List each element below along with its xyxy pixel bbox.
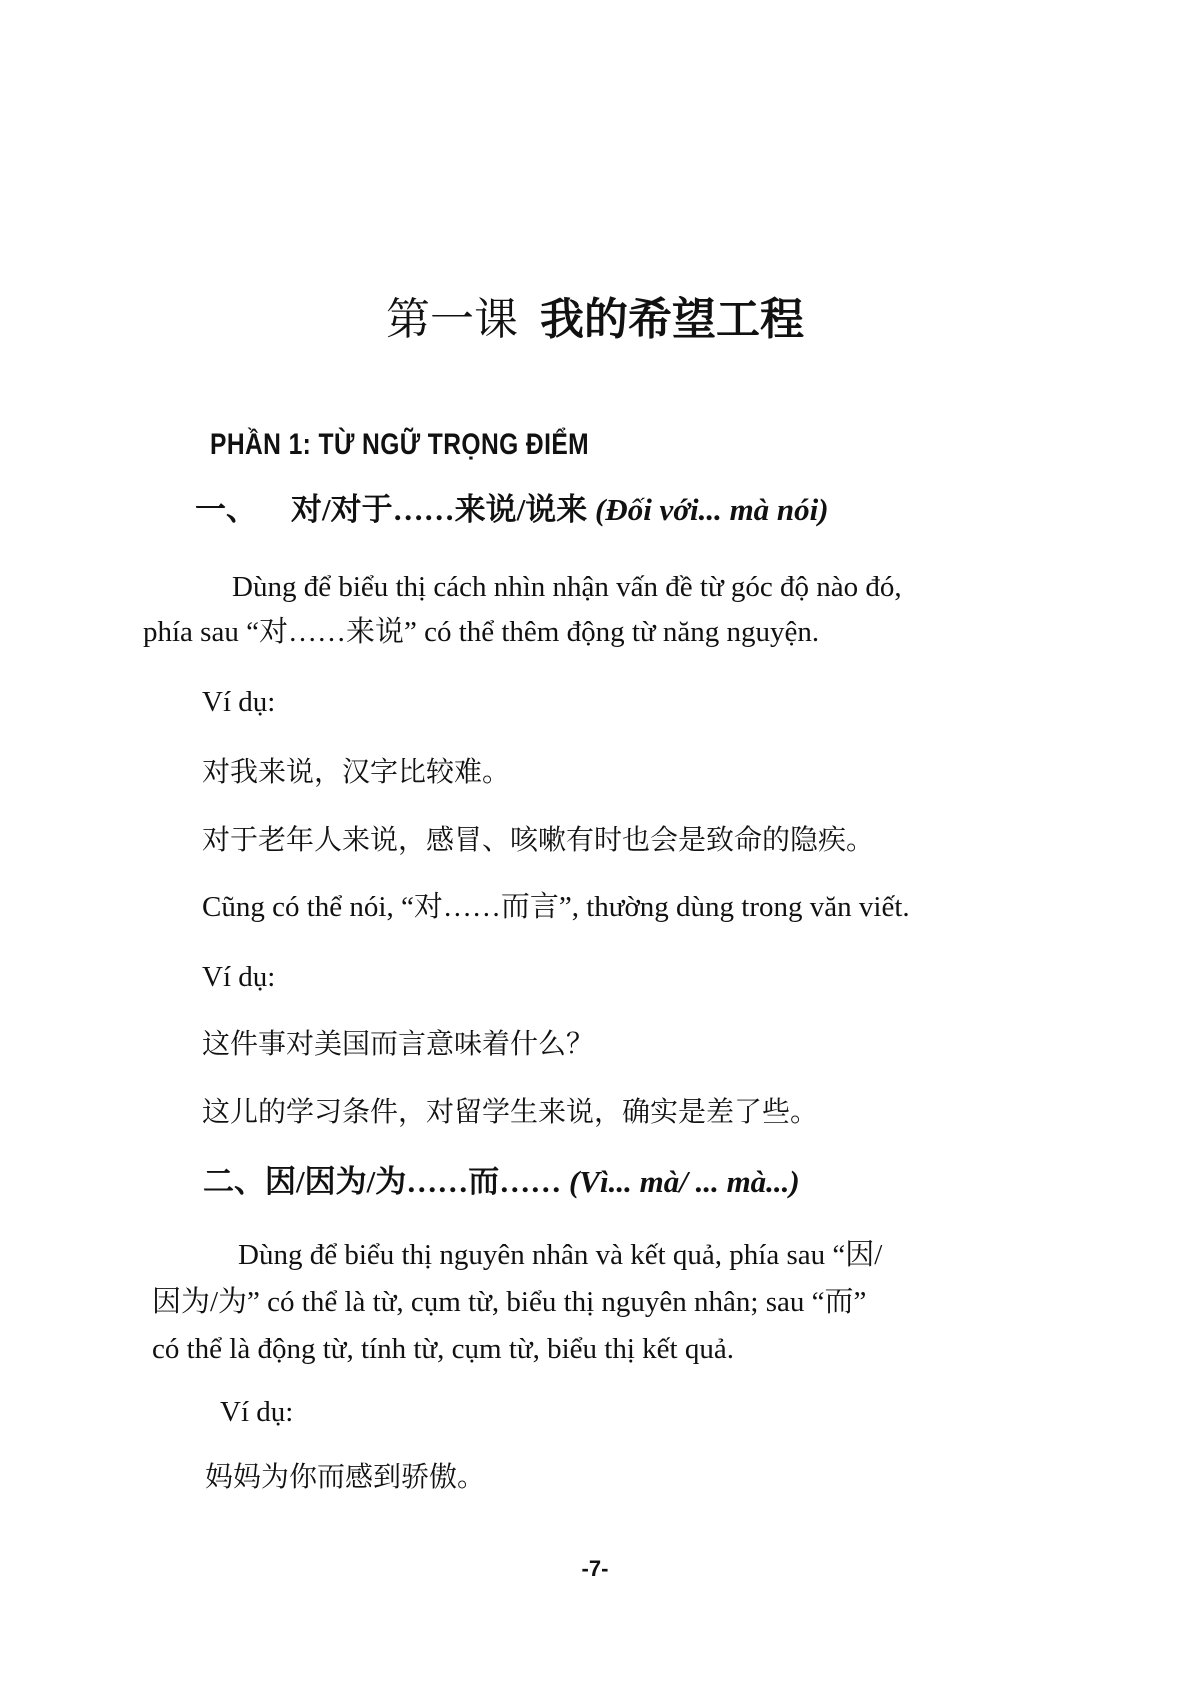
example-label: Ví dụ: [202,686,276,718]
section-gloss: (Vì... mà/ ... mà...) [568,1164,800,1199]
example-sentence: 这儿的学习条件，对留学生来说，确实是差了些。 [202,1095,819,1128]
page-number: -7- [581,1556,609,1581]
example-sentence: 对于老年人来说，感冒、咳嗽有时也会是致命的隐疾。 [202,823,875,856]
explanation-line: có thể là động từ, tính từ, cụm từ, biểu thị kết quả. [152,1333,734,1365]
section-number: 二、 [203,1164,265,1199]
lesson-title [0,290,1190,350]
explanation-line: 因为/为” có thể là từ, cụm từ, biểu thị nguyên nhân; sau “而” [152,1286,867,1318]
section-gloss: (Đối với... mà nói) [594,492,829,527]
section-pattern: 对/对于……来说/说来 [291,492,588,527]
lesson-number-label: 第一课 [386,295,518,344]
section-number: 一、 [195,492,257,527]
explanation-line: phía sau “对……来说” có thể thêm động từ năng nguyện. [143,616,820,648]
section-heading-2 [203,1160,800,1204]
section-pattern: 因/因为/为……而…… [265,1164,562,1199]
example-label: Ví dụ: [202,961,276,993]
explanation-line: Dùng để biểu thị cách nhìn nhận vấn đề từ góc độ nào đó, [232,571,902,603]
example-label: Ví dụ: [220,1396,294,1428]
usage-note: Cũng có thể nói, “对……而言”, thường dùng trong văn viết. [202,891,910,923]
part-heading: PHẦN 1: TỪ NGỮ TRỌNG ĐIỂM [210,428,590,461]
example-sentence: 妈妈为你而感到骄傲。 [205,1460,486,1493]
example-sentence: 这件事对美国而言意味着什么？ [202,1027,595,1060]
section-heading-1 [195,488,829,532]
example-sentence: 对我来说，汉字比较难。 [202,755,511,788]
lesson-title-text: 我的希望工程 [540,295,804,344]
explanation-line: Dùng để biểu thị nguyên nhân và kết quả, phía sau “因/ [238,1239,883,1271]
